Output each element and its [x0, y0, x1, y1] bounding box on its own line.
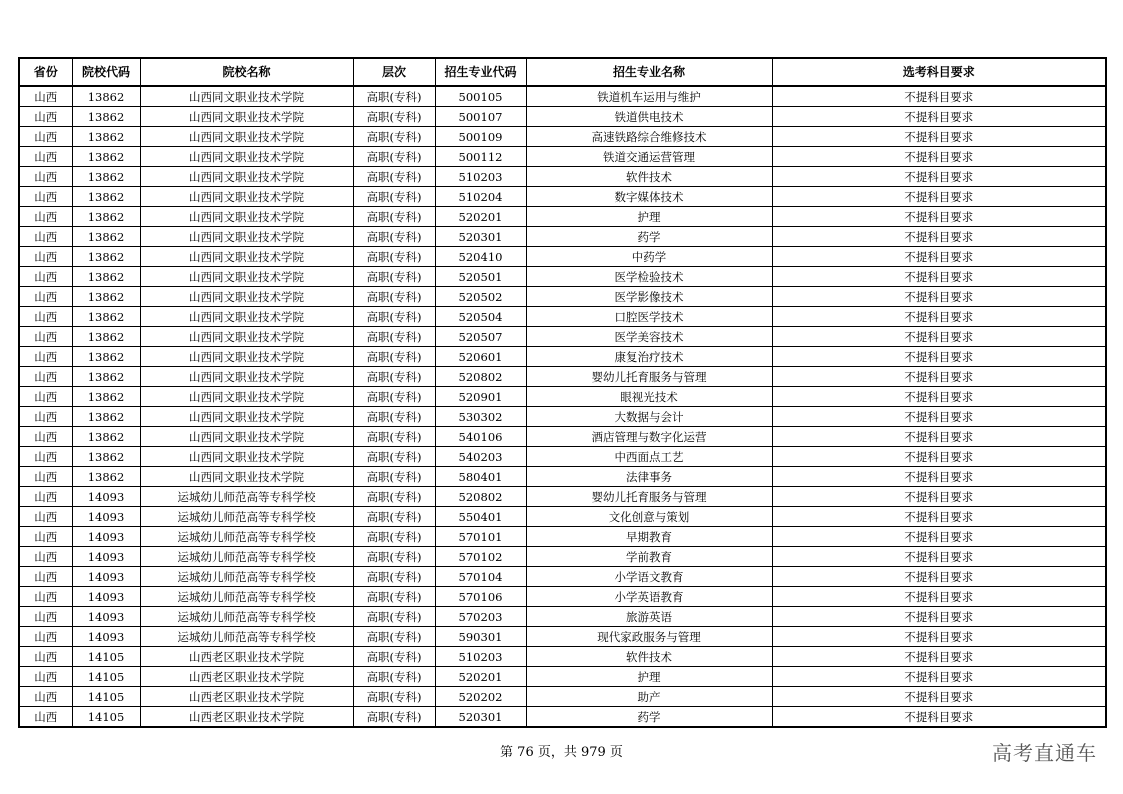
- cell-school-name: 运城幼儿师范高等专科学校: [140, 627, 353, 647]
- cell-school-name: 山西同文职业技术学院: [140, 167, 353, 187]
- cell-major-name: 数字媒体技术: [526, 187, 772, 207]
- cell-major-code: 520502: [435, 287, 526, 307]
- cell-major-code: 530302: [435, 407, 526, 427]
- cell-school-name: 山西同文职业技术学院: [140, 327, 353, 347]
- cell-school-code: 13862: [72, 247, 140, 267]
- cell-school-code: 14093: [72, 547, 140, 567]
- cell-level: 高职(专科): [353, 587, 435, 607]
- cell-major-code: 570106: [435, 587, 526, 607]
- cell-level: 高职(专科): [353, 167, 435, 187]
- cell-subject-requirement: 不提科目要求: [772, 447, 1106, 467]
- cell-province: 山西: [19, 647, 72, 667]
- cell-school-code: 13862: [72, 207, 140, 227]
- cell-province: 山西: [19, 587, 72, 607]
- cell-major-name: 中西面点工艺: [526, 447, 772, 467]
- cell-school-name: 山西同文职业技术学院: [140, 207, 353, 227]
- cell-subject-requirement: 不提科目要求: [772, 427, 1106, 447]
- cell-level: 高职(专科): [353, 307, 435, 327]
- cell-major-code: 540106: [435, 427, 526, 447]
- cell-major-code: 510204: [435, 187, 526, 207]
- cell-major-name: 药学: [526, 227, 772, 247]
- cell-school-code: 13862: [72, 407, 140, 427]
- cell-school-name: 山西同文职业技术学院: [140, 127, 353, 147]
- cell-major-code: 520601: [435, 347, 526, 367]
- cell-province: 山西: [19, 547, 72, 567]
- cell-province: 山西: [19, 347, 72, 367]
- cell-major-name: 医学美容技术: [526, 327, 772, 347]
- cell-major-name: 小学英语教育: [526, 587, 772, 607]
- table-row: [19, 467, 1106, 487]
- table-row: [19, 487, 1106, 507]
- cell-school-code: 13862: [72, 447, 140, 467]
- cell-level: 高职(专科): [353, 507, 435, 527]
- table-row: [19, 187, 1106, 207]
- cell-school-name: 山西同文职业技术学院: [140, 287, 353, 307]
- cell-school-name: 山西同文职业技术学院: [140, 267, 353, 287]
- cell-major-name: 学前教育: [526, 547, 772, 567]
- cell-province: 山西: [19, 467, 72, 487]
- cell-school-name: 山西同文职业技术学院: [140, 387, 353, 407]
- cell-major-name: 中药学: [526, 247, 772, 267]
- cell-school-code: 13862: [72, 427, 140, 447]
- cell-province: 山西: [19, 247, 72, 267]
- table-row: [19, 607, 1106, 627]
- cell-school-code: 13862: [72, 86, 140, 107]
- table-row: [19, 407, 1106, 427]
- cell-subject-requirement: 不提科目要求: [772, 167, 1106, 187]
- cell-major-code: 520504: [435, 307, 526, 327]
- cell-school-code: 14093: [72, 527, 140, 547]
- cell-school-code: 13862: [72, 347, 140, 367]
- cell-level: 高职(专科): [353, 627, 435, 647]
- cell-major-code: 520802: [435, 367, 526, 387]
- cell-level: 高职(专科): [353, 387, 435, 407]
- table-row: [19, 527, 1106, 547]
- cell-level: 高职(专科): [353, 547, 435, 567]
- cell-major-code: 520901: [435, 387, 526, 407]
- cell-level: 高职(专科): [353, 127, 435, 147]
- table-row: [19, 567, 1106, 587]
- cell-major-name: 软件技术: [526, 167, 772, 187]
- table-row: [19, 327, 1106, 347]
- cell-major-name: 助产: [526, 687, 772, 707]
- table-row: [19, 107, 1106, 127]
- page-number: 第 76 页，共 979 页: [500, 745, 623, 760]
- cell-school-name: 运城幼儿师范高等专科学校: [140, 567, 353, 587]
- cell-subject-requirement: 不提科目要求: [772, 247, 1106, 267]
- cell-province: 山西: [19, 227, 72, 247]
- watermark-logo: 高考直通车: [992, 741, 1097, 765]
- header-row: [19, 58, 1106, 86]
- cell-level: 高职(专科): [353, 527, 435, 547]
- cell-subject-requirement: 不提科目要求: [772, 347, 1106, 367]
- cell-subject-requirement: 不提科目要求: [772, 147, 1106, 167]
- table-row: [19, 167, 1106, 187]
- cell-major-code: 570102: [435, 547, 526, 567]
- cell-major-code: 580401: [435, 467, 526, 487]
- cell-level: 高职(专科): [353, 407, 435, 427]
- cell-province: 山西: [19, 267, 72, 287]
- cell-level: 高职(专科): [353, 86, 435, 107]
- cell-major-name: 眼视光技术: [526, 387, 772, 407]
- cell-subject-requirement: 不提科目要求: [772, 107, 1106, 127]
- cell-major-name: 医学影像技术: [526, 287, 772, 307]
- cell-subject-requirement: 不提科目要求: [772, 547, 1106, 567]
- cell-school-code: 14093: [72, 587, 140, 607]
- header-major-name: 招生专业名称: [526, 58, 772, 86]
- cell-province: 山西: [19, 607, 72, 627]
- cell-province: 山西: [19, 287, 72, 307]
- cell-province: 山西: [19, 307, 72, 327]
- cell-school-code: 13862: [72, 167, 140, 187]
- cell-school-name: 山西同文职业技术学院: [140, 347, 353, 367]
- cell-school-code: 13862: [72, 187, 140, 207]
- header-major-code: 招生专业代码: [435, 58, 526, 86]
- cell-province: 山西: [19, 507, 72, 527]
- cell-major-name: 口腔医学技术: [526, 307, 772, 327]
- cell-school-name: 山西同文职业技术学院: [140, 467, 353, 487]
- cell-province: 山西: [19, 687, 72, 707]
- cell-major-name: 铁道交通运营管理: [526, 147, 772, 167]
- cell-major-name: 高速铁路综合维修技术: [526, 127, 772, 147]
- cell-major-name: 铁道机车运用与维护: [526, 86, 772, 107]
- cell-school-code: 13862: [72, 227, 140, 247]
- cell-school-name: 运城幼儿师范高等专科学校: [140, 487, 353, 507]
- cell-major-code: 500112: [435, 147, 526, 167]
- cell-school-name: 山西同文职业技术学院: [140, 247, 353, 267]
- header-subject-requirement: 选考科目要求: [772, 58, 1106, 86]
- cell-province: 山西: [19, 327, 72, 347]
- cell-major-code: 520301: [435, 227, 526, 247]
- cell-level: 高职(专科): [353, 207, 435, 227]
- table-row: [19, 707, 1106, 728]
- header-school-code: 院校代码: [72, 58, 140, 86]
- cell-major-name: 婴幼儿托育服务与管理: [526, 487, 772, 507]
- cell-province: 山西: [19, 387, 72, 407]
- cell-province: 山西: [19, 487, 72, 507]
- cell-major-code: 590301: [435, 627, 526, 647]
- cell-subject-requirement: 不提科目要求: [772, 627, 1106, 647]
- cell-major-code: 510203: [435, 167, 526, 187]
- cell-school-code: 14093: [72, 487, 140, 507]
- cell-province: 山西: [19, 627, 72, 647]
- cell-subject-requirement: 不提科目要求: [772, 587, 1106, 607]
- table-row: [19, 207, 1106, 227]
- cell-subject-requirement: 不提科目要求: [772, 407, 1106, 427]
- cell-subject-requirement: 不提科目要求: [772, 567, 1106, 587]
- table-row: [19, 347, 1106, 367]
- table-row: [19, 287, 1106, 307]
- cell-school-name: 山西同文职业技术学院: [140, 187, 353, 207]
- header-school-name: 院校名称: [140, 58, 353, 86]
- cell-subject-requirement: 不提科目要求: [772, 507, 1106, 527]
- cell-school-name: 山西同文职业技术学院: [140, 307, 353, 327]
- cell-major-name: 酒店管理与数字化运营: [526, 427, 772, 447]
- cell-level: 高职(专科): [353, 647, 435, 667]
- cell-level: 高职(专科): [353, 447, 435, 467]
- cell-major-code: 520202: [435, 687, 526, 707]
- cell-province: 山西: [19, 407, 72, 427]
- cell-school-name: 山西老区职业技术学院: [140, 707, 353, 728]
- cell-school-name: 运城幼儿师范高等专科学校: [140, 507, 353, 527]
- cell-major-code: 500105: [435, 86, 526, 107]
- cell-province: 山西: [19, 147, 72, 167]
- cell-school-name: 山西同文职业技术学院: [140, 147, 353, 167]
- cell-level: 高职(专科): [353, 107, 435, 127]
- cell-major-name: 文化创意与策划: [526, 507, 772, 527]
- cell-school-name: 山西同文职业技术学院: [140, 86, 353, 107]
- cell-level: 高职(专科): [353, 287, 435, 307]
- cell-school-name: 山西同文职业技术学院: [140, 367, 353, 387]
- cell-school-code: 13862: [72, 127, 140, 147]
- cell-level: 高职(专科): [353, 147, 435, 167]
- cell-major-name: 小学语文教育: [526, 567, 772, 587]
- table-row: [19, 127, 1106, 147]
- cell-major-name: 旅游英语: [526, 607, 772, 627]
- table-body: [19, 86, 1106, 727]
- cell-school-code: 14093: [72, 507, 140, 527]
- cell-school-code: 14093: [72, 567, 140, 587]
- cell-major-code: 550401: [435, 507, 526, 527]
- cell-school-code: 13862: [72, 327, 140, 347]
- cell-school-name: 运城幼儿师范高等专科学校: [140, 547, 353, 567]
- cell-province: 山西: [19, 86, 72, 107]
- cell-major-name: 软件技术: [526, 647, 772, 667]
- cell-subject-requirement: 不提科目要求: [772, 207, 1106, 227]
- table-header: [19, 58, 1106, 86]
- cell-subject-requirement: 不提科目要求: [772, 647, 1106, 667]
- cell-major-name: 护理: [526, 207, 772, 227]
- table-row: [19, 387, 1106, 407]
- cell-major-code: 520501: [435, 267, 526, 287]
- cell-province: 山西: [19, 107, 72, 127]
- cell-school-name: 山西同文职业技术学院: [140, 407, 353, 427]
- cell-level: 高职(专科): [353, 567, 435, 587]
- cell-major-code: 520507: [435, 327, 526, 347]
- table-row: [19, 147, 1106, 167]
- cell-major-name: 婴幼儿托育服务与管理: [526, 367, 772, 387]
- cell-subject-requirement: 不提科目要求: [772, 487, 1106, 507]
- cell-major-name: 铁道供电技术: [526, 107, 772, 127]
- cell-subject-requirement: 不提科目要求: [772, 667, 1106, 687]
- cell-province: 山西: [19, 187, 72, 207]
- cell-subject-requirement: 不提科目要求: [772, 267, 1106, 287]
- cell-level: 高职(专科): [353, 247, 435, 267]
- table-row: [19, 247, 1106, 267]
- cell-level: 高职(专科): [353, 707, 435, 728]
- table-row: [19, 667, 1106, 687]
- cell-school-code: 13862: [72, 387, 140, 407]
- table-row: [19, 447, 1106, 467]
- table-row: [19, 587, 1106, 607]
- cell-subject-requirement: 不提科目要求: [772, 307, 1106, 327]
- cell-level: 高职(专科): [353, 467, 435, 487]
- cell-level: 高职(专科): [353, 667, 435, 687]
- cell-school-code: 14105: [72, 647, 140, 667]
- cell-major-name: 早期教育: [526, 527, 772, 547]
- cell-level: 高职(专科): [353, 487, 435, 507]
- cell-subject-requirement: 不提科目要求: [772, 687, 1106, 707]
- table-row: [19, 227, 1106, 247]
- cell-school-name: 山西老区职业技术学院: [140, 647, 353, 667]
- cell-major-name: 药学: [526, 707, 772, 728]
- cell-level: 高职(专科): [353, 687, 435, 707]
- cell-school-code: 13862: [72, 287, 140, 307]
- cell-school-code: 13862: [72, 307, 140, 327]
- cell-level: 高职(专科): [353, 427, 435, 447]
- cell-major-code: 570101: [435, 527, 526, 547]
- cell-province: 山西: [19, 207, 72, 227]
- cell-subject-requirement: 不提科目要求: [772, 467, 1106, 487]
- cell-major-code: 520201: [435, 667, 526, 687]
- cell-school-name: 山西同文职业技术学院: [140, 107, 353, 127]
- cell-subject-requirement: 不提科目要求: [772, 527, 1106, 547]
- cell-level: 高职(专科): [353, 607, 435, 627]
- cell-school-code: 14105: [72, 667, 140, 687]
- header-province: 省份: [19, 58, 72, 86]
- cell-province: 山西: [19, 567, 72, 587]
- cell-school-code: 13862: [72, 147, 140, 167]
- table-row: [19, 427, 1106, 447]
- cell-major-code: 540203: [435, 447, 526, 467]
- cell-subject-requirement: 不提科目要求: [772, 187, 1106, 207]
- cell-school-name: 山西老区职业技术学院: [140, 687, 353, 707]
- cell-subject-requirement: 不提科目要求: [772, 127, 1106, 147]
- cell-school-code: 13862: [72, 467, 140, 487]
- table-row: [19, 86, 1106, 107]
- cell-province: 山西: [19, 427, 72, 447]
- cell-level: 高职(专科): [353, 327, 435, 347]
- cell-school-name: 山西同文职业技术学院: [140, 447, 353, 467]
- cell-major-name: 现代家政服务与管理: [526, 627, 772, 647]
- cell-subject-requirement: 不提科目要求: [772, 327, 1106, 347]
- cell-province: 山西: [19, 167, 72, 187]
- cell-school-name: 运城幼儿师范高等专科学校: [140, 587, 353, 607]
- cell-major-name: 大数据与会计: [526, 407, 772, 427]
- cell-major-code: 510203: [435, 647, 526, 667]
- cell-province: 山西: [19, 367, 72, 387]
- cell-province: 山西: [19, 127, 72, 147]
- table-row: [19, 267, 1106, 287]
- cell-school-name: 运城幼儿师范高等专科学校: [140, 607, 353, 627]
- cell-school-code: 13862: [72, 367, 140, 387]
- cell-school-code: 13862: [72, 107, 140, 127]
- header-level: 层次: [353, 58, 435, 86]
- cell-school-name: 山西老区职业技术学院: [140, 667, 353, 687]
- admission-table: [18, 57, 1107, 728]
- cell-major-name: 医学检验技术: [526, 267, 772, 287]
- cell-province: 山西: [19, 447, 72, 467]
- table-row: [19, 687, 1106, 707]
- table-row: [19, 627, 1106, 647]
- table-row: [19, 647, 1106, 667]
- cell-subject-requirement: 不提科目要求: [772, 287, 1106, 307]
- cell-subject-requirement: 不提科目要求: [772, 227, 1106, 247]
- table-row: [19, 367, 1106, 387]
- cell-major-code: 500109: [435, 127, 526, 147]
- cell-subject-requirement: 不提科目要求: [772, 607, 1106, 627]
- cell-major-code: 500107: [435, 107, 526, 127]
- cell-major-name: 康复治疗技术: [526, 347, 772, 367]
- cell-level: 高职(专科): [353, 347, 435, 367]
- cell-subject-requirement: 不提科目要求: [772, 387, 1106, 407]
- cell-level: 高职(专科): [353, 367, 435, 387]
- table-row: [19, 547, 1106, 567]
- cell-school-code: 13862: [72, 267, 140, 287]
- cell-major-code: 520201: [435, 207, 526, 227]
- cell-school-code: 14105: [72, 687, 140, 707]
- cell-level: 高职(专科): [353, 267, 435, 287]
- cell-subject-requirement: 不提科目要求: [772, 707, 1106, 728]
- cell-school-code: 14093: [72, 607, 140, 627]
- cell-subject-requirement: 不提科目要求: [772, 86, 1106, 107]
- cell-subject-requirement: 不提科目要求: [772, 367, 1106, 387]
- cell-major-code: 520410: [435, 247, 526, 267]
- cell-major-code: 520802: [435, 487, 526, 507]
- cell-level: 高职(专科): [353, 227, 435, 247]
- cell-major-code: 520301: [435, 707, 526, 728]
- table-row: [19, 307, 1106, 327]
- cell-school-code: 14093: [72, 627, 140, 647]
- cell-major-name: 护理: [526, 667, 772, 687]
- cell-level: 高职(专科): [353, 187, 435, 207]
- cell-major-code: 570203: [435, 607, 526, 627]
- table-row: [19, 507, 1106, 527]
- cell-school-name: 运城幼儿师范高等专科学校: [140, 527, 353, 547]
- cell-school-code: 14105: [72, 707, 140, 728]
- cell-major-code: 570104: [435, 567, 526, 587]
- cell-school-name: 山西同文职业技术学院: [140, 427, 353, 447]
- cell-school-name: 山西同文职业技术学院: [140, 227, 353, 247]
- cell-province: 山西: [19, 667, 72, 687]
- cell-province: 山西: [19, 527, 72, 547]
- cell-major-name: 法律事务: [526, 467, 772, 487]
- cell-province: 山西: [19, 707, 72, 728]
